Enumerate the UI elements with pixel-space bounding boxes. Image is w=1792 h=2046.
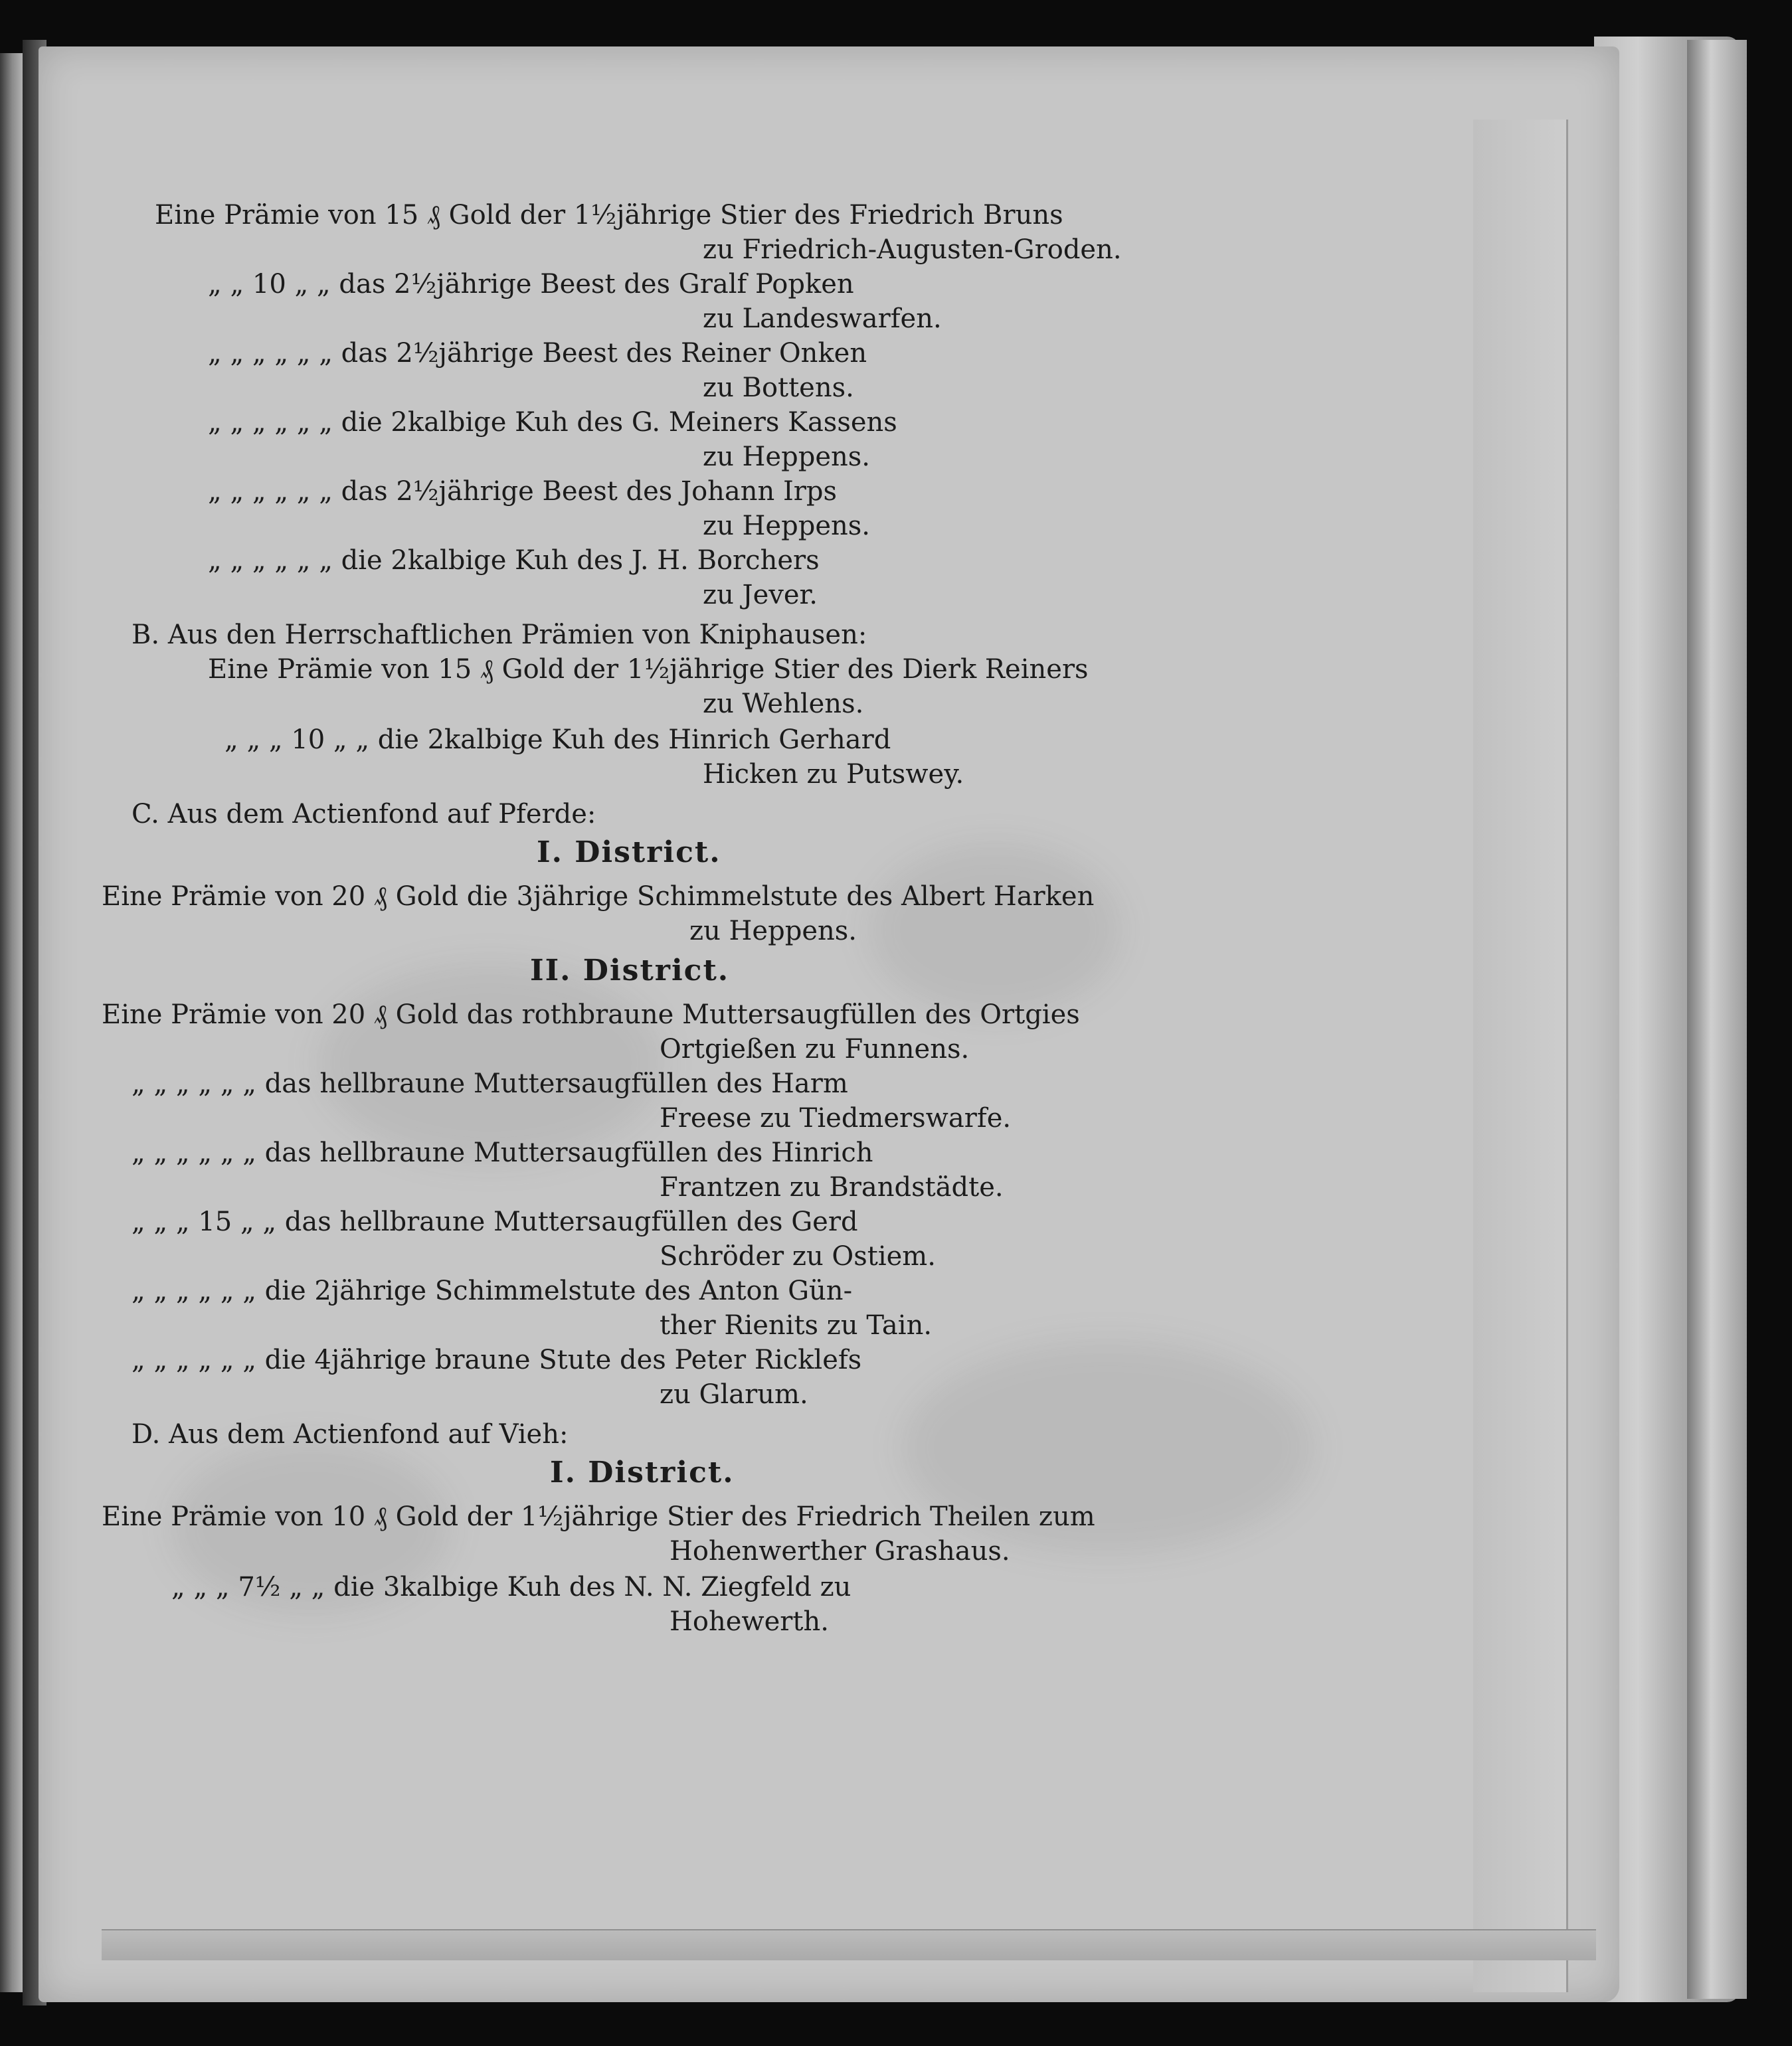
document-page (39, 46, 1619, 2002)
text-line: zu Bottens. (703, 373, 854, 403)
text-line: Ortgießen zu Funnens. (660, 1034, 970, 1065)
text-line: Hohenwerther Grashaus. (670, 1536, 1010, 1567)
text-line: Schröder zu Ostiem. (660, 1241, 936, 1272)
text-line: „ „ „ 7½ „ „ die 3kalbige Kuh des N. N. Ziegfeld zu (171, 1572, 851, 1602)
text-line: zu Wehlens. (703, 689, 864, 719)
text-line: zu Glarum. (660, 1379, 808, 1410)
text-line: „ „ „ „ „ „ das hellbraune Muttersaugfüllen des Hinrich (132, 1138, 873, 1168)
text-line: Freese zu Tiedmerswarfe. (660, 1103, 1012, 1134)
text-line: „ „ „ „ „ „ die 2kalbige Kuh des J. H. Borchers (208, 545, 820, 576)
district-heading: I. District. (550, 1456, 735, 1490)
deckled-bottom-edge (102, 1929, 1596, 1960)
text-line: zu Heppens. (703, 442, 870, 472)
text-line: Eine Prämie von 20 ₰ Gold die 3jährige Schimmelstute des Albert Harken (102, 881, 1095, 912)
text-line: „ „ „ 10 „ „ die 2kalbige Kuh des Hinrich Gerhard (224, 725, 891, 755)
text-line: zu Jever. (703, 580, 818, 610)
text-line: Eine Prämie von 10 ₰ Gold der 1½jährige Stier des Friedrich Theilen zum (102, 1501, 1095, 1532)
text-line: Frantzen zu Brandstädte. (660, 1172, 1004, 1203)
text-line: „ „ „ „ „ „ die 4jährige braune Stute des Peter Ricklefs (132, 1345, 862, 1375)
text-line: Eine Prämie von 15 ₰ Gold der 1½jährige Stier des Friedrich Bruns (155, 200, 1063, 230)
text-line: Eine Prämie von 15 ₰ Gold der 1½jährige Stier des Dierk Reiners (208, 654, 1089, 685)
text-line: „ „ „ „ „ „ das 2½jährige Beest des Johann Irps (208, 476, 838, 507)
text-line: zu Landeswarfen. (703, 303, 942, 334)
district-heading: I. District. (537, 835, 721, 869)
district-heading: II. District. (530, 954, 730, 987)
text-line: zu Friedrich-Augusten-Groden. (703, 234, 1122, 265)
text-line: zu Heppens. (689, 916, 857, 946)
text-line: zu Heppens. (703, 511, 870, 541)
text-line: „ „ „ 15 „ „ das hellbraune Muttersaugfüllen des Gerd (132, 1207, 858, 1237)
text-line: Eine Prämie von 20 ₰ Gold das rothbraune Muttersaugfüllen des Ortgies (102, 999, 1080, 1030)
text-line: Hicken zu Putswey. (703, 759, 964, 790)
section-heading: D. Aus dem Actienfond auf Vieh: (132, 1419, 569, 1450)
section-heading: B. Aus den Herrschaftlichen Prämien von Kniphausen: (132, 620, 867, 650)
text-line: „ „ „ „ „ „ die 2jährige Schimmelstute des Anton Gün- (132, 1276, 853, 1306)
inserted-leaf-edge (1473, 120, 1568, 1992)
book-cover-edge (1687, 40, 1747, 1999)
text-line: „ „ „ „ „ „ das hellbraune Muttersaugfüllen des Harm (132, 1068, 848, 1099)
text-line: „ „ 10 „ „ das 2½jährige Beest des Gralf Popken (208, 269, 854, 299)
text-line: Hohewerth. (670, 1606, 829, 1637)
text-line: „ „ „ „ „ „ die 2kalbige Kuh des G. Meiners Kassens (208, 407, 897, 438)
text-line: „ „ „ „ „ „ das 2½jährige Beest des Reiner Onken (208, 338, 867, 369)
text-line: ther Rienits zu Tain. (660, 1310, 933, 1341)
section-heading: C. Aus dem Actienfond auf Pferde: (132, 799, 596, 829)
